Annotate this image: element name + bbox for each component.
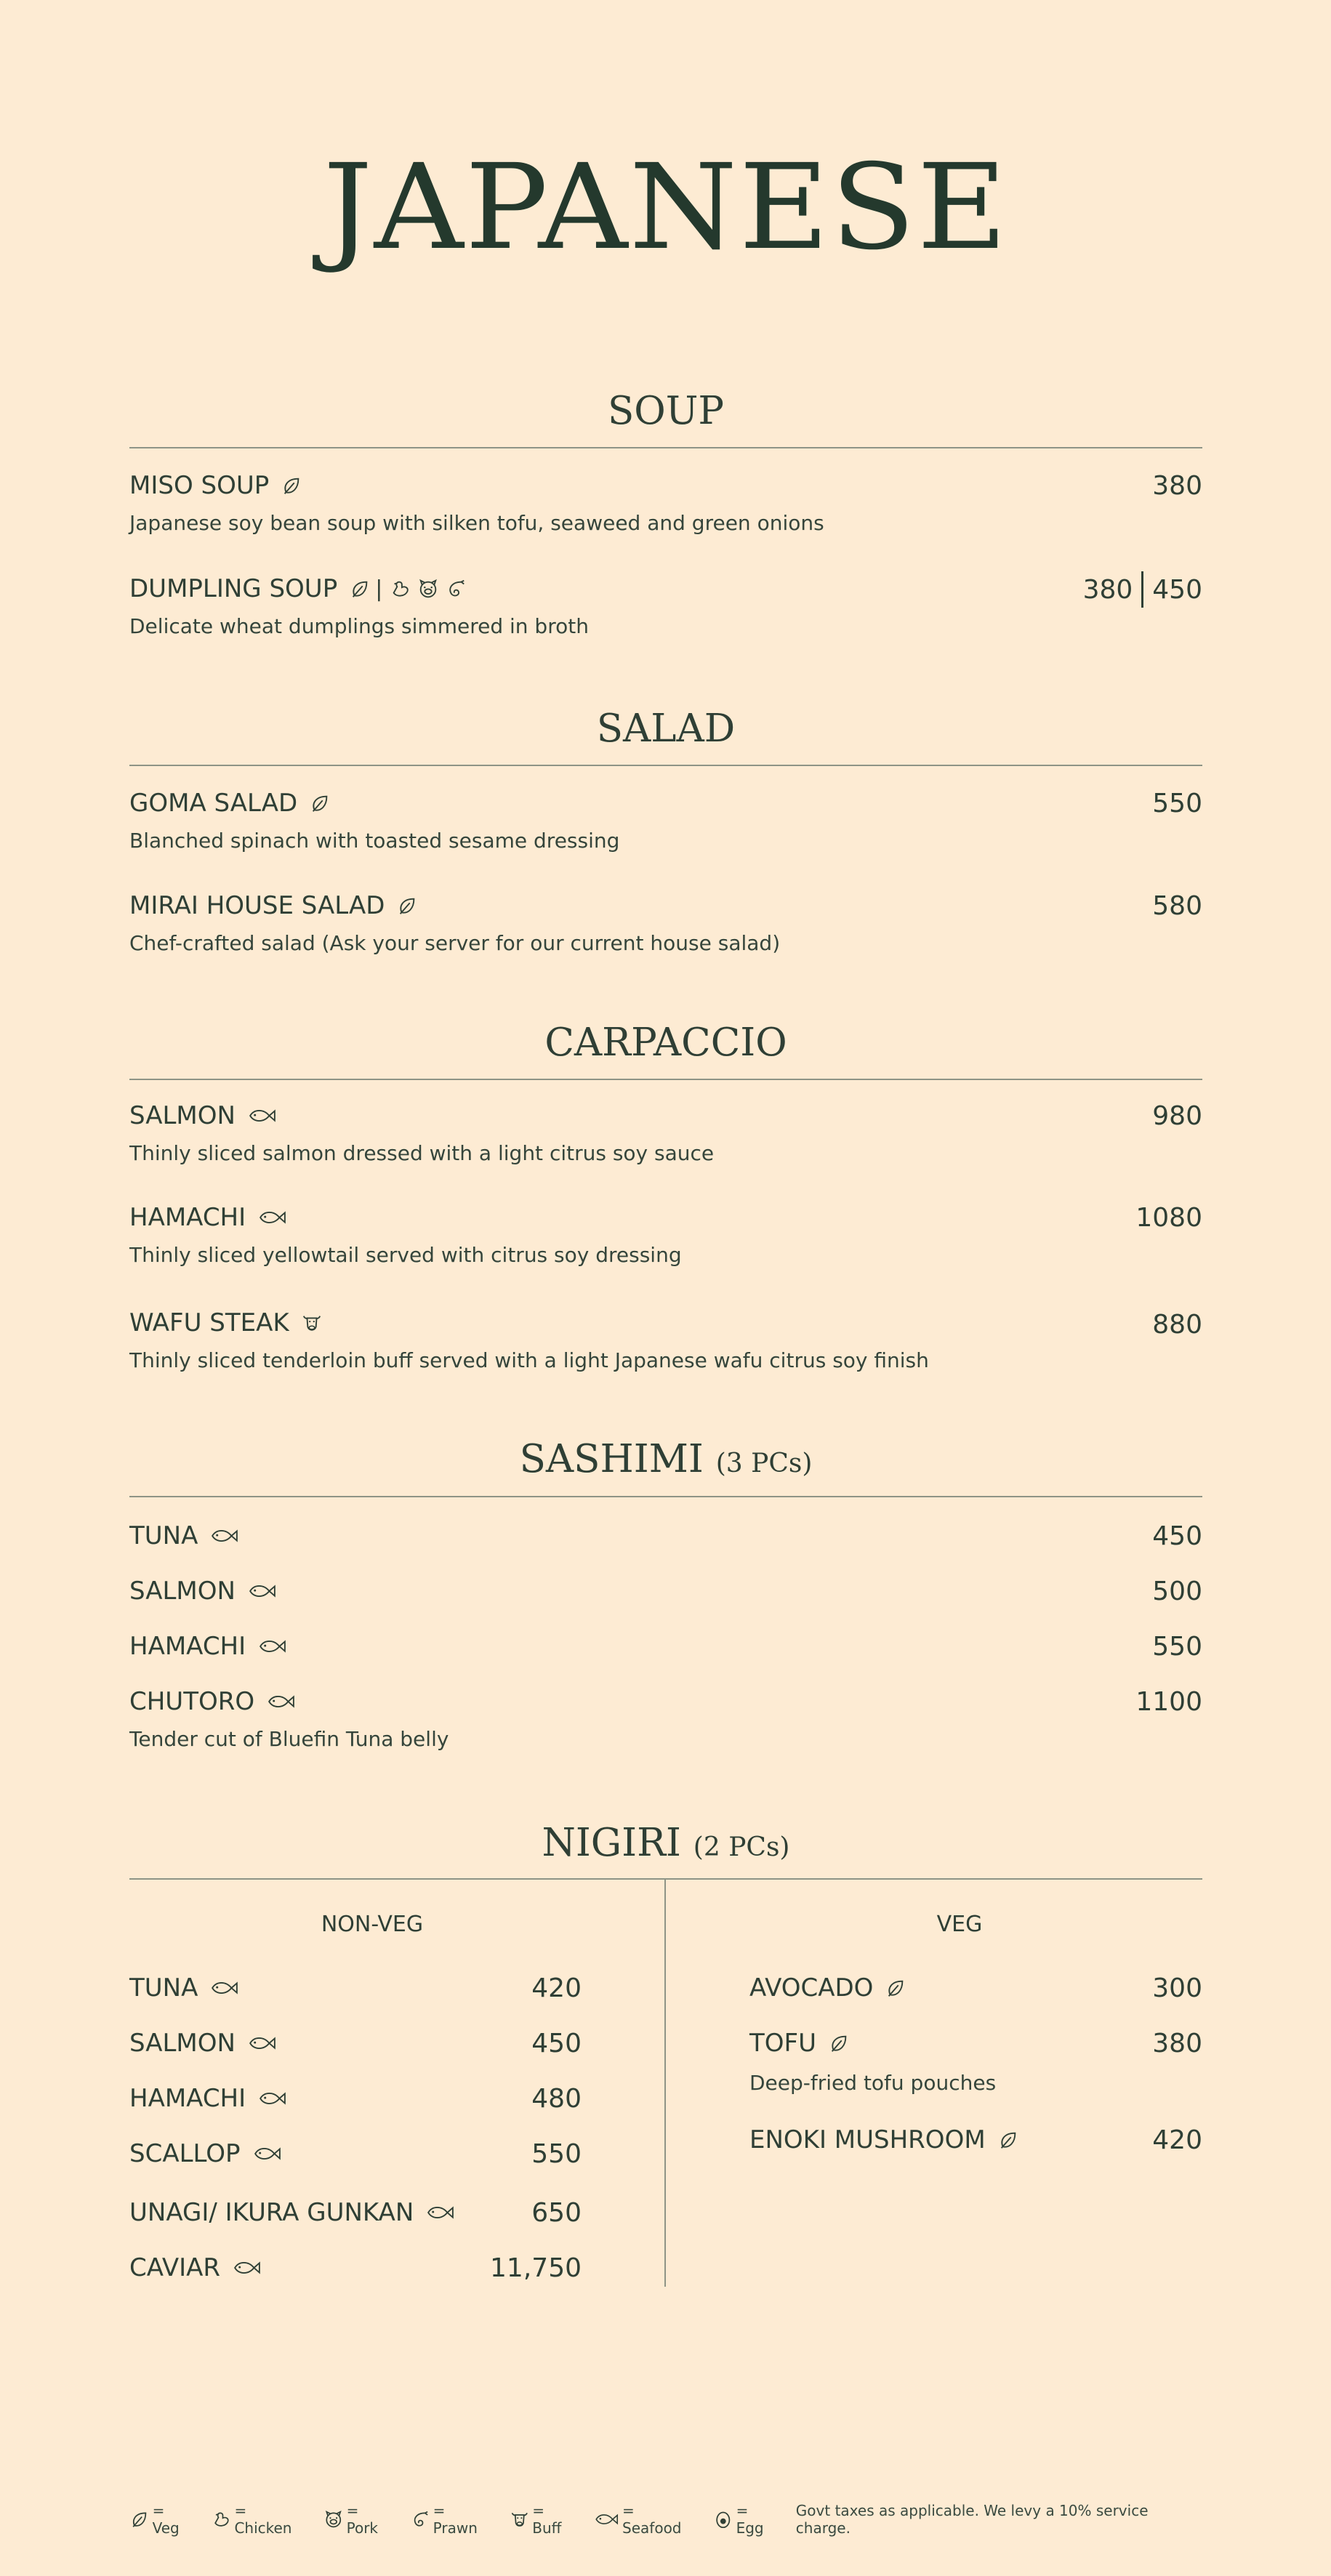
menu-item-name: SCALLOP — [129, 2139, 283, 2168]
menu-item-name: CHUTORO — [129, 1687, 297, 1716]
menu-item-description: Chef-crafted salad (Ask your server for our current house salad) — [129, 931, 781, 955]
menu-item-name: GOMA SALAD — [129, 789, 331, 818]
menu-item-name: SALMON — [129, 2029, 278, 2058]
menu-item-description: Thinly sliced tenderloin buff served with a light Japanese wafu citrus soy finish — [129, 1348, 929, 1372]
section-heading-sashimi: SASHIMI (3 PCs) — [519, 1437, 813, 1481]
menu-item-price: 300 — [1152, 1973, 1202, 2003]
buff-icon — [510, 2509, 530, 2529]
veg-icon — [129, 2509, 150, 2529]
legend-buff: = Buff — [510, 2502, 578, 2537]
menu-item-price: 450 — [531, 2029, 582, 2058]
menu-item-price: 550 — [1152, 789, 1202, 818]
menu-item-description: Tender cut of Bluefin Tuna belly — [129, 1727, 449, 1751]
legend-pork: = Pork — [323, 2502, 394, 2537]
menu-item-price: 11,750 — [490, 2253, 582, 2283]
menu-item-price: 650 — [531, 2198, 582, 2228]
menu-item-description: Japanese soy bean soup with silken tofu, seaweed and green onions — [129, 511, 824, 535]
seafood-icon — [425, 2202, 456, 2223]
menu-item-price: 980 — [1152, 1101, 1202, 1131]
seafood-icon — [209, 1977, 240, 1999]
section-heading-soup: SOUP — [607, 389, 725, 433]
prawn-icon — [410, 2509, 430, 2529]
menu-item-price: 580 — [1152, 891, 1202, 921]
menu-item-price: 480 — [531, 2084, 582, 2114]
chicken-icon — [212, 2509, 232, 2529]
menu-item-price: 420 — [531, 1973, 582, 2003]
menu-item-price: 1080 — [1135, 1203, 1202, 1233]
legend-seafood: = Seafood — [594, 2502, 697, 2537]
menu-item-price: 450 — [1152, 1521, 1202, 1551]
menu-item-name: TUNA — [129, 1973, 240, 2003]
seafood-icon — [247, 2032, 278, 2054]
menu-item-description: Delicate wheat dumplings simmered in broth — [129, 614, 589, 638]
menu-item-description: Thinly sliced salmon dressed with a light citrus soy sauce — [129, 1141, 715, 1165]
menu-item-name: ENOKI MUSHROOM — [749, 2125, 1019, 2154]
pork-icon — [323, 2509, 344, 2529]
legend-veg: = Veg — [129, 2502, 196, 2537]
menu-item-description: Blanched spinach with toasted sesame dressing — [129, 829, 620, 853]
menu-item-name: WAFU STEAK — [129, 1308, 323, 1337]
footer — [129, 2502, 1202, 2537]
dietary-legend — [129, 2502, 796, 2537]
menu-item-name: CAVIAR — [129, 2253, 262, 2282]
veg-icon — [828, 2032, 850, 2054]
seafood-icon — [232, 2257, 262, 2279]
menu-item-price: 380 — [1152, 2029, 1202, 2058]
menu-item-price: 1100 — [1135, 1687, 1202, 1717]
service-charge-note: Govt taxes as applicable. We levy a 10% service charge. — [795, 2502, 1149, 2537]
nigiri-non-veg-list — [129, 0, 582, 2326]
menu-item-name: MISO SOUP — [129, 471, 302, 500]
seafood-icon — [594, 2509, 619, 2529]
menu-item-price: 880 — [1152, 1310, 1202, 1340]
menu-item-name: MIRAI HOUSE SALAD — [129, 891, 418, 920]
menu-item-price: 550 — [1152, 1632, 1202, 1662]
menu-item-price: 500 — [1152, 1577, 1202, 1606]
menu-item-price: 380 450 — [1083, 571, 1202, 608]
menu-item-name: HAMACHI — [129, 1632, 288, 1661]
menu-item-name: HAMACHI — [129, 1203, 288, 1232]
veg-icon — [885, 1977, 906, 1999]
menu-item-name: TOFU — [749, 2029, 850, 2058]
section-heading-salad: SALAD — [596, 707, 736, 751]
section-heading-nigiri: NIGIRI (2 PCs) — [542, 1821, 790, 1865]
column-heading-veg: VEG — [936, 1912, 983, 1937]
page-title: JAPANESE — [323, 140, 1009, 276]
menu-item-name: UNAGI/ IKURA GUNKAN — [129, 2198, 456, 2227]
seafood-icon — [257, 2088, 288, 2109]
menu-item-name: SALMON — [129, 1101, 278, 1130]
menu-item-name: AVOCADO — [749, 1973, 906, 2003]
column-divider — [664, 1880, 666, 2287]
menu-item-name: SALMON — [129, 1577, 278, 1606]
menu-item-description: Thinly sliced yellowtail served with citrus soy dressing — [129, 1243, 682, 1267]
seafood-icon — [252, 2143, 283, 2165]
column-heading-non-veg: NON-VEG — [321, 1912, 424, 1937]
menu-item-name: DUMPLING SOUP | — [129, 574, 467, 603]
legend-chicken: = Chicken — [212, 2502, 307, 2537]
menu-item-name: TUNA — [129, 1521, 240, 1550]
legend-egg: = Egg — [713, 2502, 780, 2537]
menu-item-name: HAMACHI — [129, 2084, 288, 2113]
separator: | — [375, 576, 383, 602]
menu-item-price: 380 — [1152, 471, 1202, 501]
menu-item-price: 420 — [1152, 2125, 1202, 2155]
veg-icon — [997, 2129, 1019, 2151]
menu-item-description: Deep-fried tofu pouches — [749, 2071, 997, 2095]
egg-icon — [713, 2509, 733, 2529]
menu-item-price: 550 — [531, 2139, 582, 2169]
section-heading-carpaccio: CARPACCIO — [544, 1021, 787, 1065]
legend-prawn: = Prawn — [410, 2502, 494, 2537]
nigiri-veg-list — [749, 0, 1202, 2326]
